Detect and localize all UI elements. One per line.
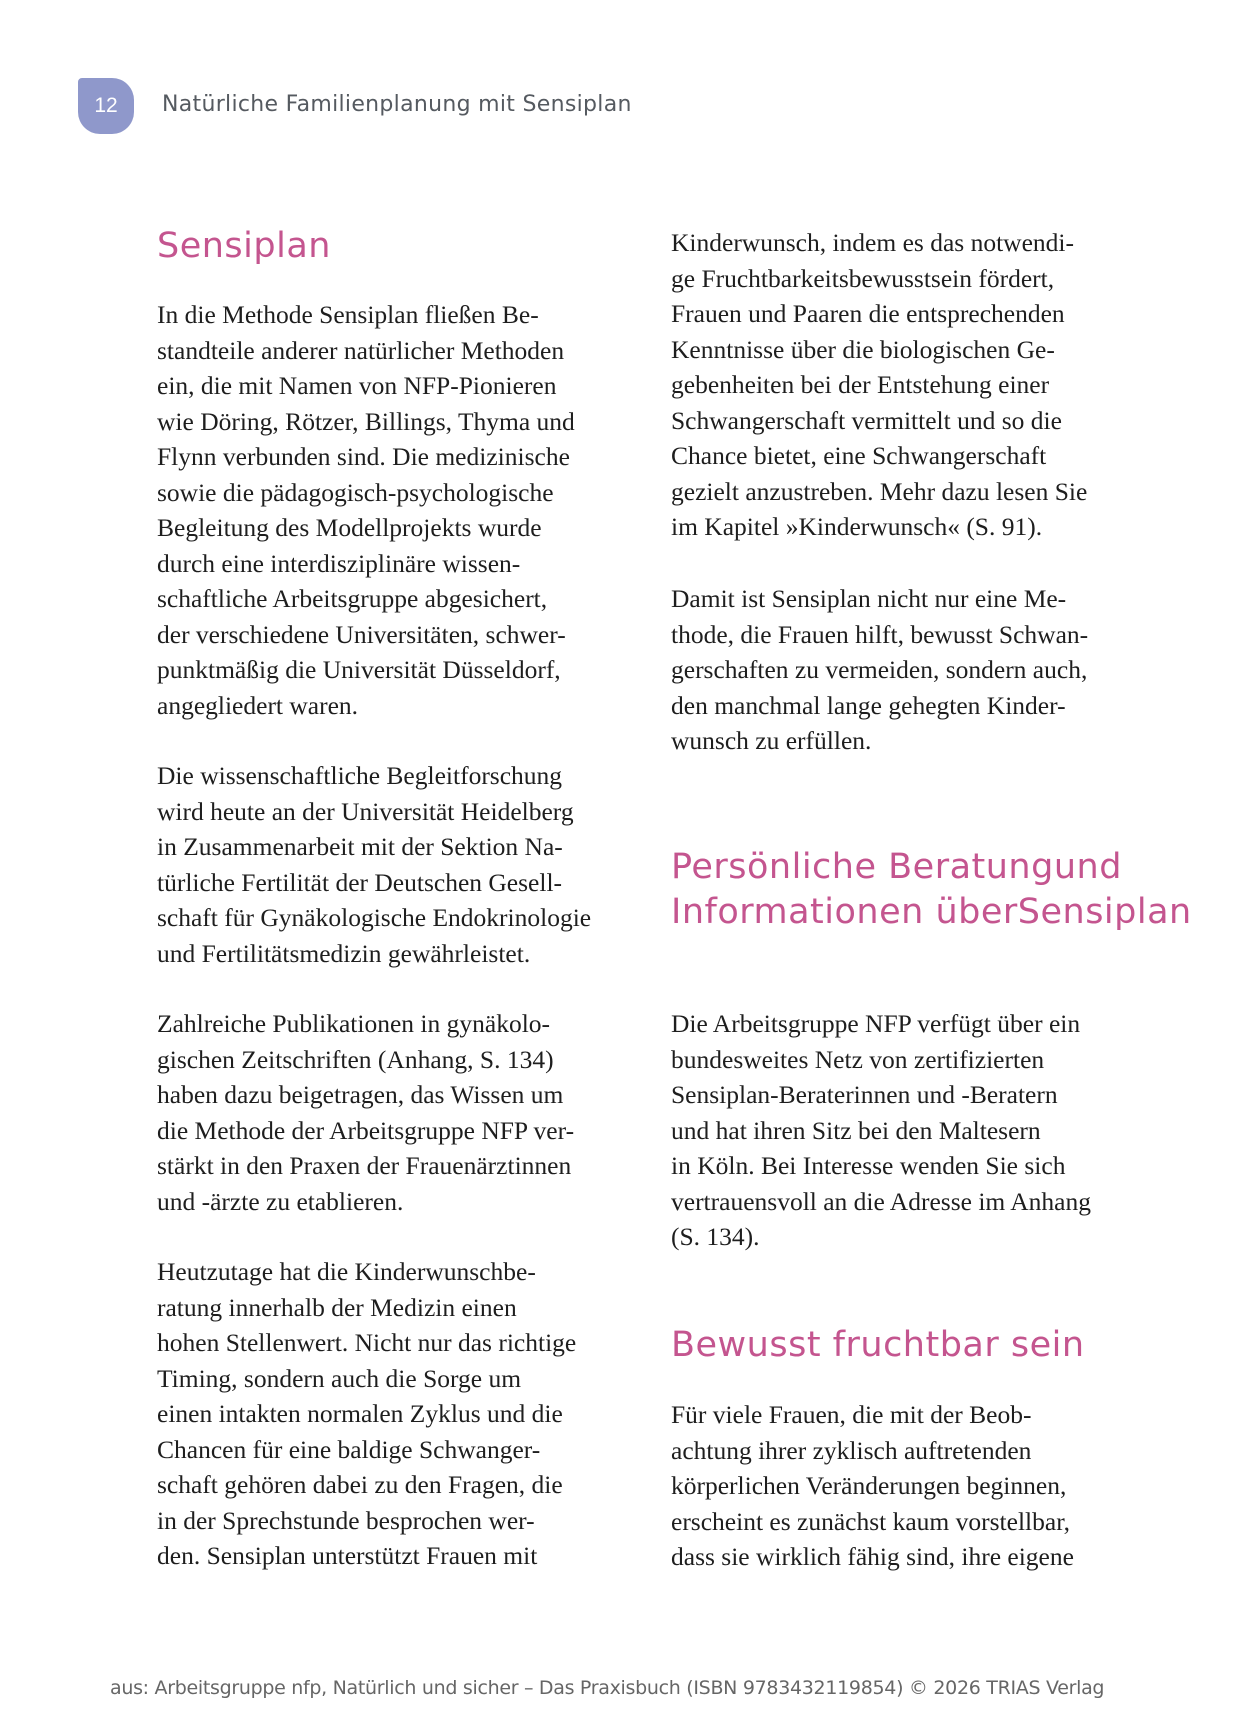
- paragraph: [671, 1397, 1074, 1575]
- paragraph: [671, 581, 1088, 759]
- text-line: erscheint es zunächst kaum vorstellbar,: [671, 1506, 1071, 1536]
- paragraph: [157, 758, 591, 971]
- text-line: stärkt in den Praxen der Frauenärztinnen: [157, 1151, 572, 1180]
- text-line: wird heute an der Universität Heidelberg: [157, 796, 574, 826]
- text-line: Chancen für eine baldige Schwanger-: [157, 1434, 541, 1464]
- text-line: in der Sprechstunde besprochen wer-: [157, 1505, 535, 1535]
- text-line: und Fertilitätsmedizin gewährleistet.: [157, 938, 531, 968]
- text-line: vertrauensvoll an die Adresse im Anhang: [671, 1186, 1091, 1216]
- text-line: Chance bietet, eine Schwangerschaft: [671, 441, 1047, 470]
- text-line: sowie die pädagogisch-psychologische: [157, 477, 554, 507]
- paragraph: [157, 297, 575, 723]
- text-line: achtung ihrer zyklisch auftretenden: [671, 1435, 1032, 1465]
- text-line: türliche Fertilität der Deutschen Gesell-: [157, 867, 563, 897]
- text-line: punktmäßig die Universität Düsseldorf,: [157, 655, 561, 684]
- text-line: Damit ist Sensiplan nicht nur eine Me-: [671, 584, 1067, 613]
- heading-beratung: [671, 845, 1260, 934]
- text-line: dass sie wirklich fähig sind, ihre eigene: [671, 1542, 1074, 1571]
- text-line: gebenheiten bei der Entstehung einer: [671, 370, 1050, 399]
- text-line: angegliedert waren.: [157, 690, 359, 720]
- text-line: Kinderwunsch, indem es das notwendi-: [671, 228, 1074, 257]
- text-line: gezielt anzustreben. Mehr dazu lesen Sie: [671, 476, 1088, 506]
- text-line: durch eine interdisziplinäre wissen-: [157, 548, 521, 578]
- paragraph: [157, 1254, 576, 1574]
- text-line: in Köln. Bei Interesse wenden Sie sich: [671, 1151, 1066, 1180]
- text-line: Sensiplan: [1017, 891, 1192, 932]
- text-line: Die Arbeitsgruppe NFP verfügt über ein: [671, 1009, 1081, 1038]
- text-line: Timing, sondern auch die Sorge um: [157, 1363, 522, 1393]
- text-line: Die wissenschaftliche Begleitforschung: [157, 761, 563, 790]
- text-line: standteile anderer natürlicher Methoden: [157, 335, 565, 365]
- text-line: ge Fruchtbarkeitsbewusstsein fördert,: [671, 263, 1055, 293]
- text-line: ratung innerhalb der Medizin einen: [157, 1292, 517, 1322]
- text-line: und Informationen über: [671, 847, 1122, 932]
- text-line: und -ärzte zu etablieren.: [157, 1186, 404, 1216]
- text-line: Kenntnisse über die biologischen Ge-: [671, 334, 1055, 364]
- heading-sensiplan: Sensiplan: [157, 226, 331, 266]
- text-line: In die Methode Sensiplan fließen Be-: [157, 300, 539, 329]
- text-line: bundesweites Netz von zertifizierten: [671, 1044, 1045, 1074]
- text-line: Heutzutage hat die Kinderwunschbe-: [157, 1257, 536, 1286]
- text-line: Sensiplan-Beraterinnen und -Beratern: [671, 1080, 1058, 1109]
- text-line: Begleitung des Modellprojekts wurde: [157, 513, 542, 542]
- text-line: einen intakten normalen Zyklus und die: [157, 1399, 563, 1428]
- text-line: der verschiedene Universitäten, schwer-: [157, 619, 566, 649]
- running-title: Natürliche Familienplanung mit Sensiplan: [162, 92, 632, 117]
- text-line: wie Döring, Rötzer, Billings, Thyma und: [157, 406, 575, 436]
- copyright-footer: aus: Arbeitsgruppe nfp, Natürlich und sicher – Das Praxisbuch (ISBN 9783432119854) © 2026 TRIAS Verlag: [110, 1677, 1105, 1699]
- paragraph: [671, 1006, 1091, 1255]
- text-line: in Zusammenarbeit mit der Sektion Na-: [157, 832, 563, 861]
- text-line: wunsch zu erfüllen.: [671, 726, 872, 755]
- heading-bewusst-fruchtbar: Bewusst fruchtbar sein: [671, 1325, 1085, 1365]
- text-line: den. Sensiplan unterstützt Frauen mit: [157, 1541, 538, 1570]
- text-line: haben dazu beigetragen, das Wissen um: [157, 1080, 564, 1109]
- text-line: Flynn verbunden sind. Die medizinische: [157, 442, 570, 471]
- text-line: schaft gehören dabei zu den Fragen, die: [157, 1470, 563, 1499]
- text-line: körperlichen Veränderungen beginnen,: [671, 1471, 1067, 1500]
- text-line: die Methode der Arbeitsgruppe NFP ver-: [157, 1115, 575, 1145]
- text-line: Frauen und Paaren die entsprechenden: [671, 299, 1065, 328]
- text-line: im Kapitel »Kinderwunsch« (S. 91).: [671, 512, 1043, 541]
- text-line: gerschaften zu vermeiden, sondern auch,: [671, 655, 1088, 684]
- text-line: gischen Zeitschriften (Anhang, S. 134): [157, 1044, 554, 1074]
- text-line: Persönliche Beratung: [671, 847, 1054, 887]
- text-line: und hat ihren Sitz bei den Maltesern: [671, 1115, 1041, 1145]
- text-line: thode, die Frauen hilft, bewusst Schwan-: [671, 619, 1089, 649]
- text-line: Für viele Frauen, die mit der Beob-: [671, 1400, 1032, 1429]
- paragraph: [671, 225, 1087, 545]
- text-line: den manchmal lange gehegten Kinder-: [671, 690, 1066, 720]
- text-line: schaftliche Arbeitsgruppe abgesichert,: [157, 584, 548, 613]
- paragraph: [157, 1006, 574, 1219]
- text-line: (S. 134).: [671, 1222, 760, 1251]
- text-line: Zahlreiche Publikationen in gynäkolo-: [157, 1009, 551, 1038]
- text-line: schaft für Gynäkologische Endokrinologie: [157, 903, 592, 932]
- text-line: hohen Stellenwert. Nicht nur das richtige: [157, 1328, 577, 1357]
- page-number-badge: 12: [78, 78, 134, 134]
- text-line: Schwangerschaft vermittelt und so die: [671, 405, 1062, 435]
- text-line: ein, die mit Namen von NFP-Pionieren: [157, 371, 557, 400]
